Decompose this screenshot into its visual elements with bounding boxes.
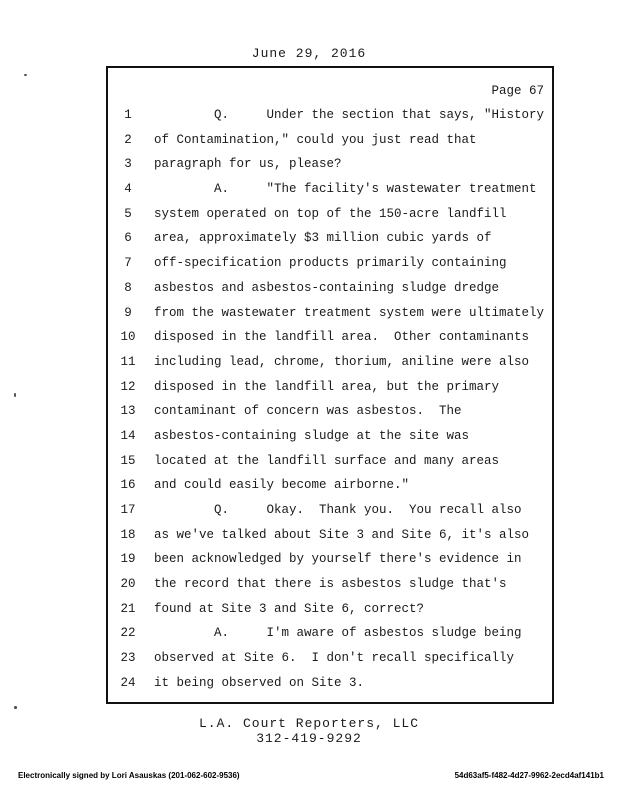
transcript-line: Q. Okay. Thank you. You recall also <box>154 503 522 517</box>
transcript-line: been acknowledged by yourself there's evidence in <box>154 552 522 567</box>
transcript-line: asbestos-containing sludge at the site was <box>154 428 470 443</box>
line-number: 9 <box>124 305 132 320</box>
line-number: 24 <box>120 675 136 690</box>
line-number: 5 <box>124 206 132 221</box>
line-number: 12 <box>120 379 136 394</box>
line-number: 11 <box>120 354 136 369</box>
line-number: 23 <box>120 651 136 666</box>
line-number: 20 <box>120 577 136 592</box>
transcript-line: contaminant of concern was asbestos. The <box>154 404 462 419</box>
transcript-line: observed at Site 6. I don't recall specifically <box>154 651 515 666</box>
transcript-line: asbestos and asbestos-containing sludge dredge <box>154 280 500 295</box>
transcript-line: Q. Under the section that says, "History <box>154 108 545 122</box>
transcript-line: located at the landfill surface and many areas <box>154 453 500 468</box>
line-number: 15 <box>120 453 136 468</box>
transcript-line: A. "The facility's wastewater treatment <box>154 182 537 197</box>
line-number: 17 <box>120 503 136 517</box>
reporter-name: L.A. Court Reporters, LLC <box>198 716 420 731</box>
transcript-line: system operated on top of the 150-acre landfill <box>154 206 507 221</box>
scan-speck <box>14 706 17 709</box>
line-number: 6 <box>124 231 132 246</box>
document-id: 54d63af5-f482-4d27-9962-2ecd4af141b1 <box>454 771 604 780</box>
line-number: 4 <box>124 182 132 197</box>
line-number: 19 <box>120 552 136 567</box>
transcript-line: disposed in the landfill area. Other contaminants <box>154 330 530 345</box>
transcript-line: it being observed on Site 3. <box>154 675 365 690</box>
transcript-line: disposed in the landfill area, but the primary <box>154 379 500 394</box>
transcript-line: the record that there is asbestos sludge that's <box>154 577 507 592</box>
line-number: 14 <box>120 428 136 443</box>
line-number: 10 <box>120 330 136 345</box>
transcript-line: and could easily become airborne." <box>154 478 410 493</box>
transcript-page <box>106 66 554 704</box>
line-number: 22 <box>120 626 136 641</box>
transcript-line: paragraph for us, please? <box>154 157 342 172</box>
transcript-line: as we've talked about Site 3 and Site 6, it's also <box>154 527 530 542</box>
transcript-line: area, approximately $3 million cubic yards of <box>154 231 492 246</box>
scan-speck <box>24 74 27 76</box>
transcript-text <box>154 103 554 696</box>
line-number-column <box>108 103 148 696</box>
line-number: 8 <box>124 280 132 295</box>
reporter-phone: 312-419-9292 <box>256 731 362 746</box>
transcript-line: found at Site 3 and Site 6, correct? <box>154 601 425 616</box>
line-number: 21 <box>120 601 136 616</box>
line-number: 7 <box>124 256 132 271</box>
deposition-date: June 29, 2016 <box>251 46 367 61</box>
line-number: 1 <box>124 108 132 122</box>
line-number: 3 <box>124 157 132 172</box>
transcript-line: including lead, chrome, thorium, aniline were also <box>154 354 530 369</box>
court-reporter-footer <box>0 716 618 746</box>
transcript-line: from the wastewater treatment system were ultimately <box>154 305 545 320</box>
line-number: 13 <box>120 404 136 419</box>
electronic-signature: Electronically signed by Lori Asauskas (201-062-602-9536) <box>18 771 240 780</box>
transcript-line: A. I'm aware of asbestos sludge being <box>154 626 522 641</box>
transcript-line: of Contamination," could you just read that <box>154 132 477 147</box>
transcript-line: off-specification products primarily containing <box>154 256 507 271</box>
scan-speck <box>14 393 16 397</box>
page-number: Page 67 <box>491 84 544 98</box>
line-number: 18 <box>120 527 136 542</box>
line-number: 2 <box>124 132 132 147</box>
line-number: 16 <box>120 478 136 493</box>
